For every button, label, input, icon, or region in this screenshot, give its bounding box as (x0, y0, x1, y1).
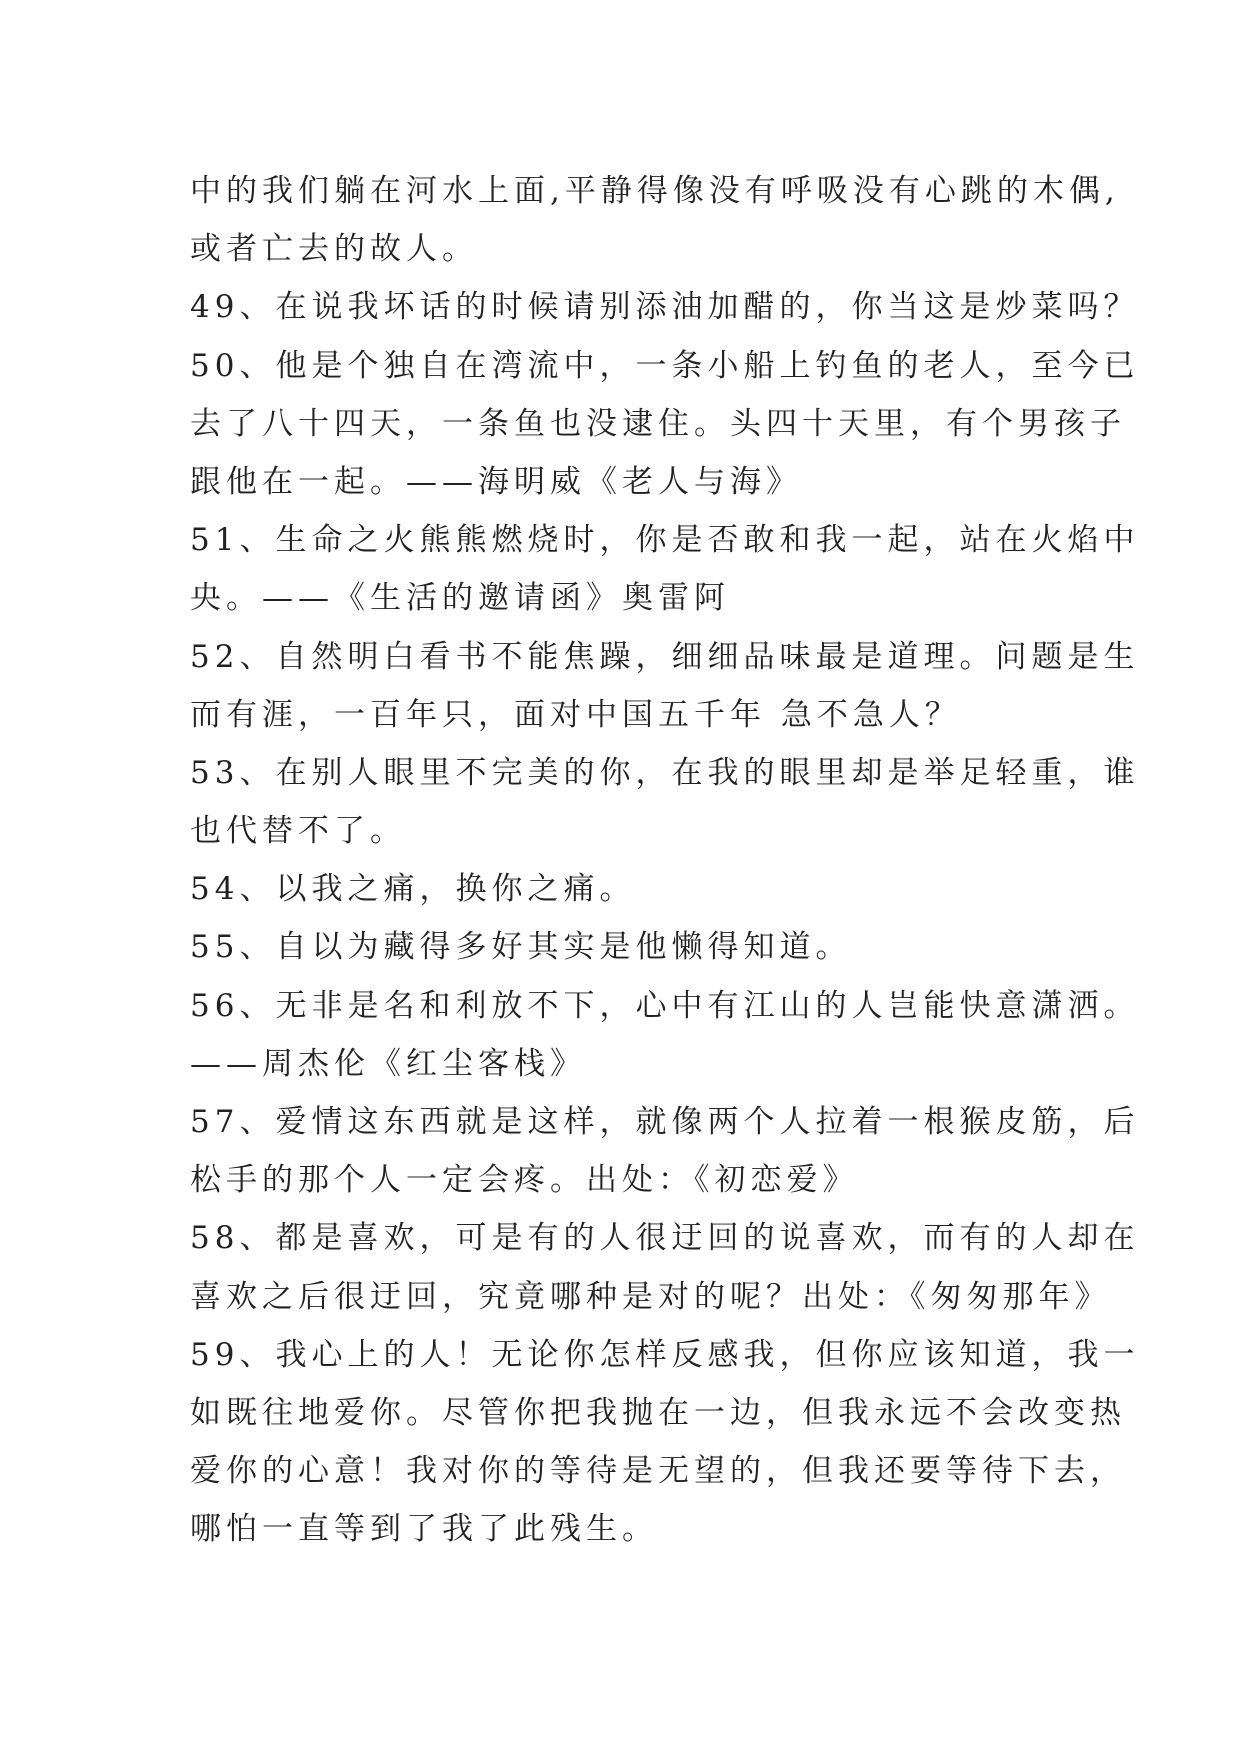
text-line: 50、他是个独自在湾流中，一条小船上钓鱼的老人，至今已 (190, 347, 1140, 384)
text-line: 59、我心上的人！无论你怎样反感我，但你应该知道，我一 (190, 1336, 1140, 1373)
text-line: 哪怕一直等到了我了此残生。 (190, 1511, 658, 1548)
text-line: 49、在说我坏话的时候请别添油加醋的，你当这是炒菜吗？ (190, 289, 1140, 326)
text-line: 央。——《生活的邀请函》奥雷阿 (190, 580, 730, 617)
text-line: 51、生命之火熊熊燃烧时，你是否敢和我一起，站在火焰中 (190, 522, 1140, 559)
text-line: ——周杰伦《红尘客栈》 (190, 1045, 586, 1082)
document-body (190, 162, 1140, 1559)
text-line: 56、无非是名和利放不下，心中有江山的人岂能快意潇洒。 (190, 987, 1140, 1024)
text-line: 55、自以为藏得多好其实是他懒得知道。 (190, 929, 852, 966)
text-line: 跟他在一起。——海明威《老人与海》 (190, 463, 802, 500)
text-line: 如既往地爱你。尽管你把我抛在一边，但我永远不会改变热 (190, 1394, 1126, 1431)
text-line: 松手的那个人一定会疼。出处：《初恋爱》 (190, 1162, 859, 1199)
text-line: 52、自然明白看书不能焦躁，细细品味最是道理。问题是生 (190, 638, 1140, 675)
text-line: 也代替不了。 (190, 813, 406, 850)
text-line: 54、以我之痛，换你之痛。 (190, 871, 636, 908)
text-line: 53、在别人眼里不完美的你，在我的眼里却是举足轻重，谁 (190, 754, 1140, 791)
text-line: 爱你的心意！我对你的等待是无望的，但我还要等待下去， (190, 1453, 1126, 1490)
text-line: 而有涯，一百年只，面对中国五千年 急不急人？ (190, 696, 961, 733)
text-line: 或者亡去的故人。 (190, 231, 478, 268)
text-line: 57、爱情这东西就是这样，就像两个人拉着一根猴皮筋，后 (190, 1104, 1140, 1140)
text-line: 去了八十四天，一条鱼也没逮住。头四十天里，有个男孩子 (190, 405, 1126, 442)
text-line: 58、都是喜欢，可是有的人很迂回的说喜欢，而有的人却在 (190, 1220, 1140, 1257)
text-line: 喜欢之后很迂回，究竟哪种是对的呢？出处：《匆匆那年》 (190, 1278, 1111, 1315)
text-line: 中的我们躺在河水上面,平静得像没有呼吸没有心跳的木偶, (190, 173, 1120, 209)
